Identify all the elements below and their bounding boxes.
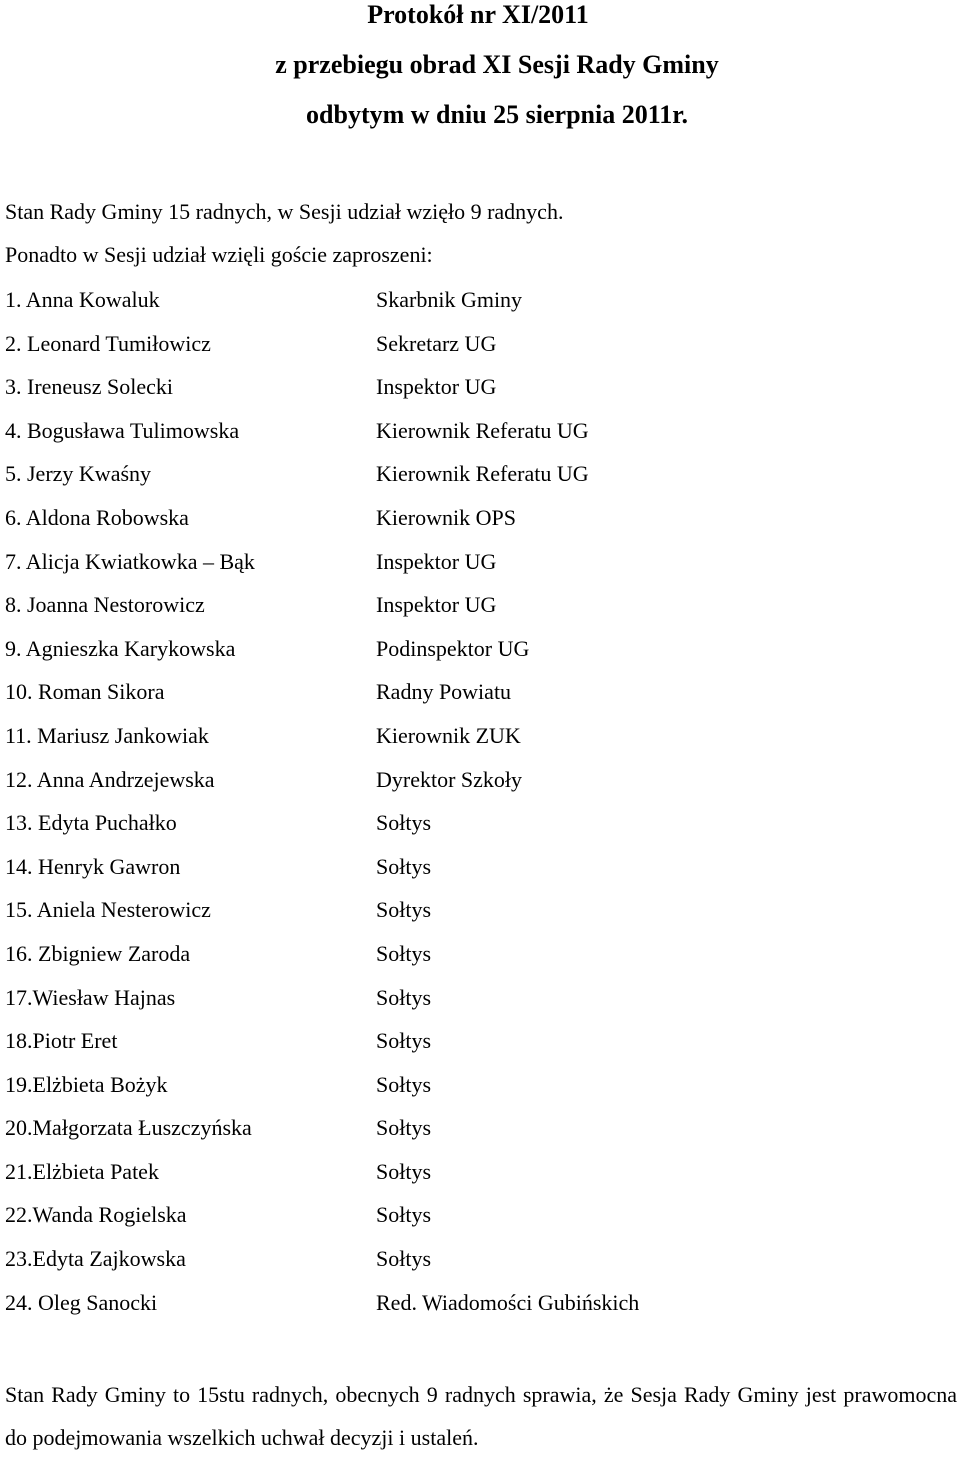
guest-name: 3. Ireneusz Solecki [5,374,173,400]
guest-role: Sołtys [376,1071,432,1097]
guest-name: 6. Aldona Robowska [5,504,189,530]
guest-role: Sołtys [376,1115,432,1141]
guest-name: 19.Elżbieta Bożyk [5,1071,168,1097]
document-subtitle: z przebiegu obrad XI Sesji Rady Gminy [275,50,719,79]
guest-name: 22.Wanda Rogielska [5,1202,187,1228]
guest-role: Podinspektor UG [376,635,530,661]
guest-name: 23.Edyta Zajkowska [5,1246,186,1272]
guest-name: 4. Bogusława Tulimowska [5,417,240,443]
session-date: odbytym w dniu 25 sierpnia 2011r. [306,100,688,129]
guest-name: 5. Jerzy Kwaśny [5,461,152,487]
guest-name: 24. Oleg Sanocki [5,1289,158,1315]
guest-role: Sołtys [376,810,432,836]
guest-role: Sołtys [376,1246,432,1272]
guest-name: 14. Henryk Gawron [5,853,181,879]
guest-role: Red. Wiadomości Gubińskich [376,1289,640,1315]
guest-name: 20.Małgorzata Łuszczyńska [5,1115,252,1141]
guest-name: 11. Mariusz Jankowiak [5,722,209,748]
guest-role: Inspektor UG [376,548,497,574]
guest-name: 15. Aniela Nesterowicz [5,897,211,923]
document-title: Protokół nr XI/2011 [367,0,589,29]
guest-name: 18.Piotr Eret [5,1028,118,1054]
guest-role: Inspektor UG [376,592,497,618]
guest-role: Sołtys [376,940,432,966]
guest-role: Sołtys [376,984,432,1010]
guest-role: Kierownik ZUK [376,722,521,748]
guest-name: 8. Joanna Nestorowicz [5,592,205,618]
guest-role: Dyrektor Szkoły [376,766,523,792]
guest-name: 13. Edyta Puchałko [5,810,177,836]
guest-role: Sołtys [376,1202,432,1228]
guest-role: Sołtys [376,853,432,879]
guest-role: Kierownik Referatu UG [376,417,589,443]
guest-role: Sekretarz UG [376,330,497,356]
guest-role: Sołtys [376,897,432,923]
guest-role: Radny Powiatu [376,679,512,705]
guest-role: Kierownik OPS [376,504,516,530]
guest-role: Sołtys [376,1028,432,1054]
guest-name: 12. Anna Andrzejewska [5,766,215,792]
guests-intro-text: Ponadto w Sesji udział wzięli goście zaproszeni: [5,242,433,267]
guest-role: Inspektor UG [376,374,497,400]
guest-name: 17.Wiesław Hajnas [5,984,176,1010]
quorum-statement: Stan Rady Gminy to 15stu radnych, obecnych 9 radnych sprawia, że Sesja Rady Gminy jest prawomocna do podejmowania wszelkich uchwał decyzji i ustaleń. [5,1382,957,1450]
guest-name: 9. Agnieszka Karykowska [5,635,236,661]
guest-role: Kierownik Referatu UG [376,461,589,487]
council-status-text: Stan Rady Gminy 15 radnych, w Sesji udział wzięło 9 radnych. [5,199,564,224]
guest-name: 1. Anna Kowaluk [5,287,160,312]
guest-name: 10. Roman Sikora [5,679,165,705]
guest-name: 7. Alicja Kwiatkowka – Bąk [5,548,255,574]
guest-name: 2. Leonard Tumiłowicz [5,330,211,356]
guest-name: 21.Elżbieta Patek [5,1158,159,1184]
guest-role: Skarbnik Gminy [376,287,523,312]
guest-name: 16. Zbigniew Zaroda [5,940,191,966]
guest-role: Sołtys [376,1158,432,1184]
